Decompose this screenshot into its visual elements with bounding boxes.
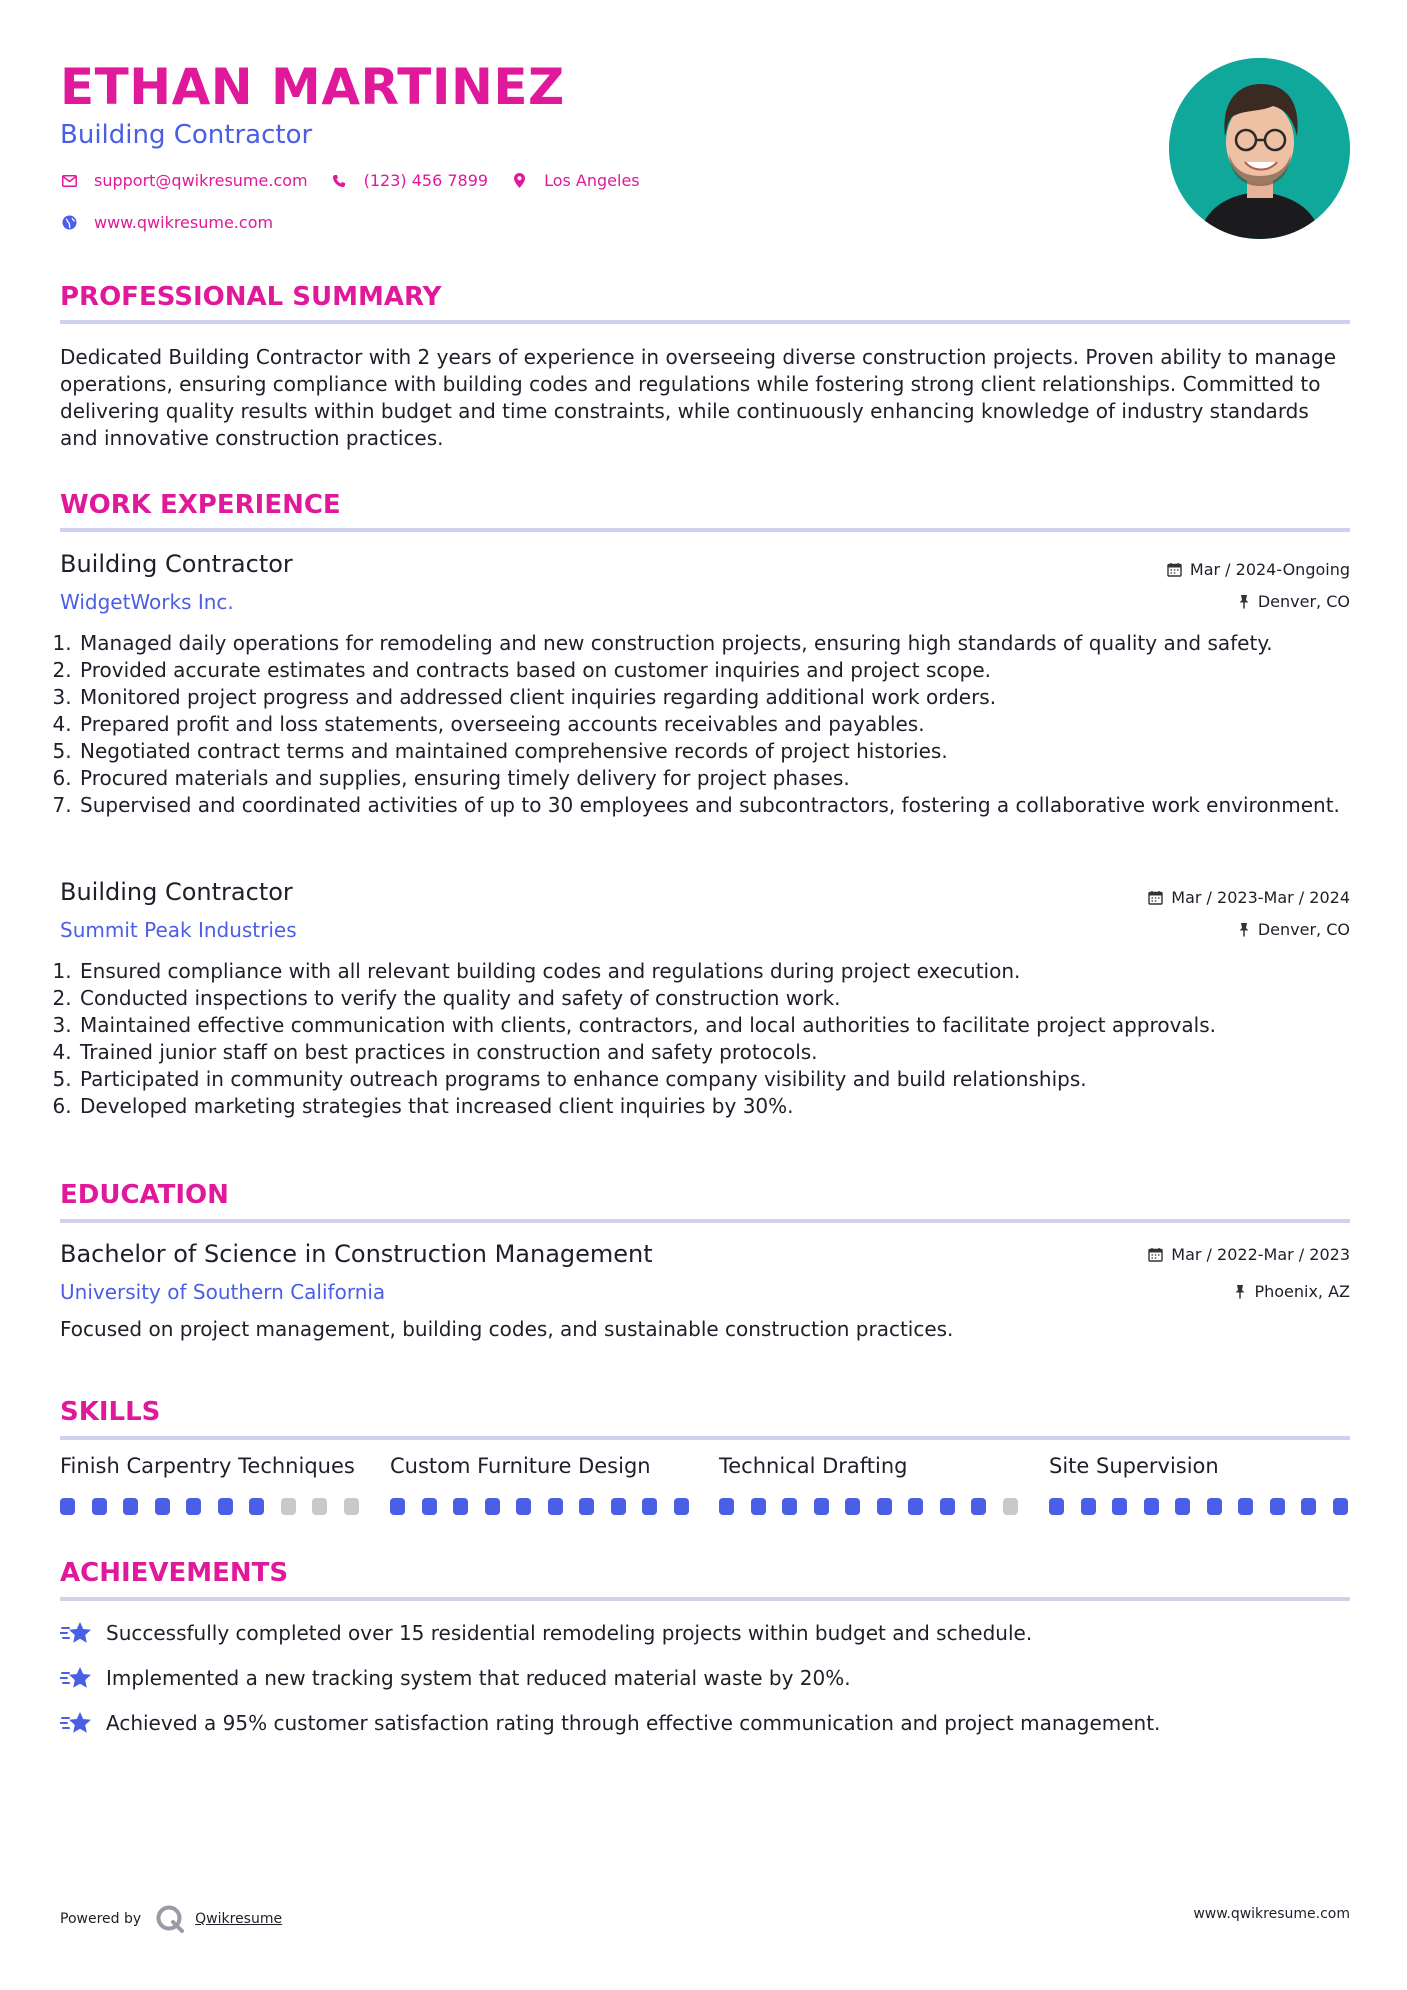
contact-email[interactable]: [60, 171, 308, 190]
skill-dot-filled: [579, 1498, 594, 1515]
list-item: 4. Prepared profit and loss statements, overseeing accounts receivables and payables.: [78, 711, 1350, 738]
profile-photo: [1169, 58, 1350, 239]
skill-dot-filled: [218, 1498, 233, 1515]
skill-dot-filled: [751, 1498, 766, 1515]
skill-label: Site Supervision: [1049, 1454, 1219, 1478]
education-location-text: Phoenix, AZ: [1254, 1282, 1350, 1301]
skill-dot-filled: [1301, 1498, 1316, 1515]
pushpin-icon: [1238, 922, 1250, 937]
skill-dot-empty: [281, 1498, 296, 1515]
footer-powered-by: [60, 1904, 282, 1934]
list-item: 6. Procured materials and supplies, ensuring timely delivery for project phases.: [78, 765, 1350, 792]
qwikresume-logo-icon: [155, 1904, 185, 1934]
skill-rating: [719, 1498, 1034, 1515]
job-bullets: [60, 958, 1350, 1120]
star-icon: [60, 1665, 94, 1691]
calendar-icon: [1148, 890, 1163, 905]
skill-dot-filled: [908, 1498, 923, 1515]
skill-item: [390, 1454, 690, 1478]
skill-dot-filled: [782, 1498, 797, 1515]
education-dates: [1148, 1245, 1350, 1264]
envelope-icon: [60, 172, 78, 190]
skill-dot-filled: [516, 1498, 531, 1515]
achievement-item: [60, 1620, 1032, 1646]
summary-text: Dedicated Building Contractor with 2 years of experience in overseeing diverse construction projects. Proven ability to manage operations, ensuring compliance with building codes and regulations while fostering strong client relationships. Committed to delivering quality results within budget and time constraints, while continuously enhancing knowledge of industry standards and innovative construction practices.: [60, 345, 1337, 450]
star-icon: [60, 1710, 94, 1736]
candidate-name: ETHAN MARTINEZ: [60, 58, 565, 116]
skill-dot-filled: [186, 1498, 201, 1515]
education-dates-text: Mar / 2022-Mar / 2023: [1171, 1245, 1350, 1264]
job-company: Summit Peak Industries: [60, 918, 297, 942]
achievement-text: Implemented a new tracking system that reduced material waste by 20%.: [106, 1666, 851, 1690]
skill-dot-filled: [249, 1498, 264, 1515]
contact-website[interactable]: [60, 213, 273, 232]
candidate-role: Building Contractor: [60, 120, 313, 150]
resume-page: [60, 0, 1350, 1990]
phone-icon: [330, 172, 348, 190]
skill-dot-filled: [814, 1498, 829, 1515]
calendar-icon: [1167, 562, 1182, 577]
avatar: [1169, 58, 1350, 239]
skill-dot-filled: [453, 1498, 468, 1515]
achievement-text: Achieved a 95% customer satisfaction rating through effective communication and project management.: [106, 1711, 1161, 1735]
skill-label: Finish Carpentry Techniques: [60, 1454, 355, 1478]
star-icon: [60, 1620, 94, 1646]
contact-location: [510, 171, 640, 190]
skill-dot-filled: [1049, 1498, 1064, 1515]
skill-dot-filled: [1207, 1498, 1222, 1515]
phone-text: (123) 456 7899: [363, 171, 489, 190]
skill-dot-empty: [1003, 1498, 1018, 1515]
achievements-heading: ACHIEVEMENTS: [60, 1558, 289, 1588]
school-name: University of Southern California: [60, 1280, 386, 1304]
education-location: [1234, 1282, 1350, 1301]
job-title: Building Contractor: [60, 550, 293, 578]
list-item: 2. Conducted inspections to verify the quality and safety of construction work.: [78, 985, 1350, 1012]
job-location-text: Denver, CO: [1257, 920, 1350, 939]
skill-dot-filled: [92, 1498, 107, 1515]
skill-dot-filled: [60, 1498, 75, 1515]
list-item: 3. Maintained effective communication with clients, contractors, and local authorities to facilitate project approvals.: [78, 1012, 1350, 1039]
experience-divider: [60, 528, 1350, 532]
achievement-item: [60, 1665, 851, 1691]
skill-dot-filled: [1270, 1498, 1285, 1515]
job-location: [1238, 592, 1350, 611]
job-location-text: Denver, CO: [1257, 592, 1350, 611]
skill-dot-filled: [1238, 1498, 1253, 1515]
powered-by-label: Powered by: [60, 1911, 142, 1927]
degree-title: Bachelor of Science in Construction Management: [60, 1240, 653, 1268]
skill-dot-filled: [1175, 1498, 1190, 1515]
skill-rating: [390, 1498, 705, 1515]
job-bullets: [60, 630, 1350, 819]
contact-phone[interactable]: [330, 171, 488, 190]
skill-dot-filled: [390, 1498, 405, 1515]
job-company: WidgetWorks Inc.: [60, 590, 234, 614]
skill-item: [719, 1454, 1019, 1478]
achievement-item: [60, 1710, 1160, 1736]
job-location: [1238, 920, 1350, 939]
list-item: 2. Provided accurate estimates and contracts based on customer inquiries and project scope.: [78, 657, 1350, 684]
list-item: 4. Trained junior staff on best practices in construction and safety protocols.: [78, 1039, 1350, 1066]
achievements-divider: [60, 1597, 1350, 1601]
skill-dot-filled: [642, 1498, 657, 1515]
skill-item: [60, 1454, 360, 1478]
summary-divider: [60, 320, 1350, 324]
skill-dot-filled: [971, 1498, 986, 1515]
education-heading: EDUCATION: [60, 1180, 229, 1210]
skill-dot-filled: [1144, 1498, 1159, 1515]
skills-divider: [60, 1436, 1350, 1440]
skill-dot-filled: [719, 1498, 734, 1515]
skill-dot-filled: [940, 1498, 955, 1515]
achievement-text: Successfully completed over 15 residential remodeling projects within budget and schedule.: [106, 1621, 1033, 1645]
list-item: 7. Supervised and coordinated activities of up to 30 employees and subcontractors, fostering a collaborative work environment.: [78, 792, 1350, 819]
skill-dot-filled: [877, 1498, 892, 1515]
job-title: Building Contractor: [60, 878, 293, 906]
skill-label: Technical Drafting: [719, 1454, 908, 1478]
experience-heading: WORK EXPERIENCE: [60, 490, 341, 520]
skill-label: Custom Furniture Design: [390, 1454, 651, 1478]
skill-dot-filled: [155, 1498, 170, 1515]
skill-dot-filled: [548, 1498, 563, 1515]
job-dates-text: Mar / 2023-Mar / 2024: [1171, 888, 1350, 907]
footer-site[interactable]: www.qwikresume.com: [1193, 1906, 1350, 1922]
skill-dot-filled: [611, 1498, 626, 1515]
contact-row: [60, 171, 662, 190]
education-divider: [60, 1219, 1350, 1223]
skill-dot-filled: [845, 1498, 860, 1515]
summary-heading: PROFESSIONAL SUMMARY: [60, 282, 442, 312]
skill-dot-filled: [1333, 1498, 1348, 1515]
skill-dot-filled: [1112, 1498, 1127, 1515]
skill-rating: [1049, 1498, 1364, 1515]
skill-dot-filled: [123, 1498, 138, 1515]
list-item: 1. Ensured compliance with all relevant building codes and regulations during project execution.: [78, 958, 1350, 985]
skill-dot-filled: [1081, 1498, 1096, 1515]
list-item: 5. Participated in community outreach programs to enhance company visibility and build relationships.: [78, 1066, 1350, 1093]
email-text: support@qwikresume.com: [94, 171, 308, 190]
job-dates: [1167, 560, 1350, 579]
website-row: [60, 213, 295, 232]
education-description: Focused on project management, building codes, and sustainable construction practices.: [60, 1317, 954, 1341]
calendar-icon: [1148, 1247, 1163, 1262]
map-pin-icon: [510, 172, 528, 190]
list-item: 6. Developed marketing strategies that increased client inquiries by 30%.: [78, 1093, 1350, 1120]
job-dates-text: Mar / 2024-Ongoing: [1189, 560, 1350, 579]
list-item: 1. Managed daily operations for remodeling and new construction projects, ensuring high standards of quality and safety.: [78, 630, 1350, 657]
skill-dot-empty: [312, 1498, 327, 1515]
skill-dot-filled: [422, 1498, 437, 1515]
skill-dot-filled: [674, 1498, 689, 1515]
globe-icon: [60, 214, 78, 232]
skill-item: [1049, 1454, 1349, 1478]
brand-link[interactable]: Qwikresume: [195, 1911, 283, 1927]
location-text: Los Angeles: [544, 171, 640, 190]
pushpin-icon: [1234, 1284, 1246, 1299]
list-item: 3. Monitored project progress and addressed client inquiries regarding additional work orders.: [78, 684, 1350, 711]
job-dates: [1148, 888, 1350, 907]
pushpin-icon: [1238, 594, 1250, 609]
skill-dot-filled: [485, 1498, 500, 1515]
list-item: 5. Negotiated contract terms and maintained comprehensive records of project histories.: [78, 738, 1350, 765]
skills-heading: SKILLS: [60, 1397, 161, 1427]
skill-rating: [60, 1498, 375, 1515]
skill-dot-empty: [344, 1498, 359, 1515]
website-text: www.qwikresume.com: [94, 213, 274, 232]
